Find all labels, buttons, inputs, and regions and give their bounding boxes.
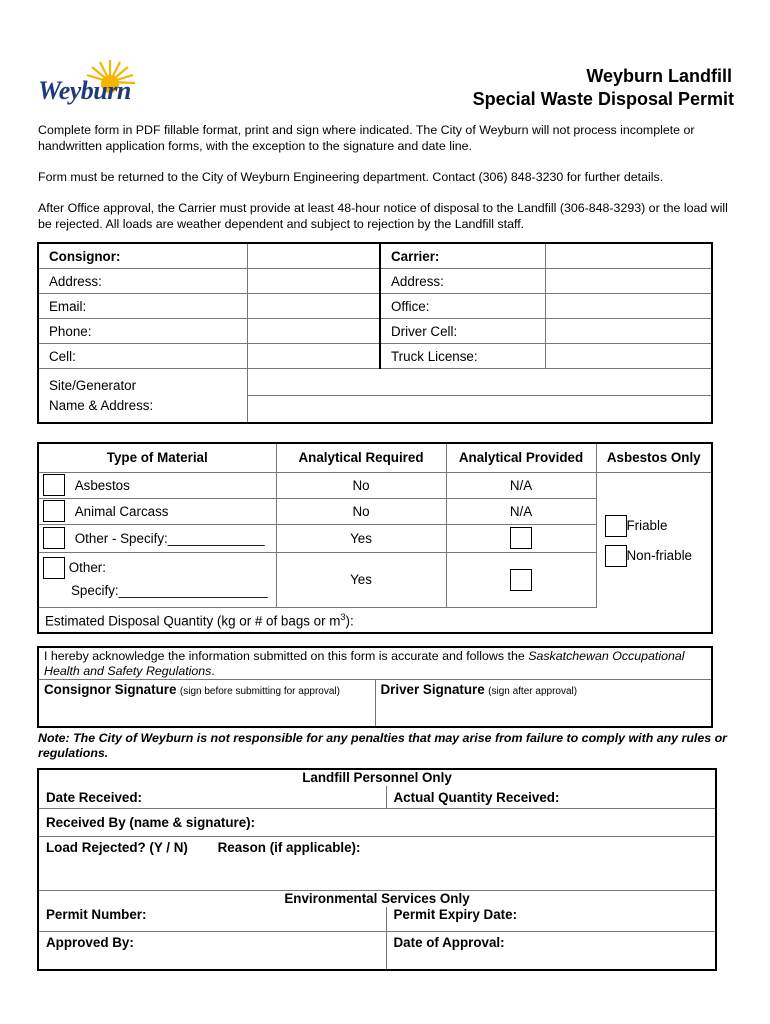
permit-expiry-label: Permit Expiry Date: bbox=[393, 907, 518, 922]
acknowledgement-table bbox=[37, 646, 713, 728]
materials-table bbox=[37, 442, 713, 634]
driver-signature-note: (sign after approval) bbox=[488, 686, 578, 697]
intro-paragraph-3: After Office approval, the Carrier must provide at least 48-hour notice of disposal to the Landfill (306-848-3293) or the load will be rejected. All loads are weather dependent and subject to rejection by the Landfill staff. bbox=[38, 201, 728, 231]
non-friable-label: Non-friable bbox=[626, 548, 692, 563]
consignor-address-field[interactable] bbox=[247, 269, 380, 294]
material-other bbox=[38, 552, 276, 607]
site-row bbox=[38, 369, 712, 396]
consignor-name-field[interactable] bbox=[247, 243, 380, 269]
carrier-address-field[interactable] bbox=[545, 269, 712, 294]
page-title-line1: Weyburn Landfill bbox=[586, 66, 732, 86]
other-specify-checkbox[interactable] bbox=[43, 527, 65, 549]
received-by-label: Received By (name & signature): bbox=[46, 815, 256, 830]
asbestos-only-header: Asbestos Only bbox=[596, 443, 712, 472]
load-rejected-label: Load Rejected? (Y / N) bbox=[46, 840, 188, 855]
material-asbestos bbox=[38, 472, 276, 498]
other-specify-line: Specify:____________________ bbox=[71, 582, 268, 598]
environmental-title-row bbox=[38, 891, 716, 908]
carrier-truck-license-field[interactable] bbox=[545, 344, 712, 369]
non-friable-option bbox=[605, 545, 712, 567]
landfill-title-row bbox=[38, 769, 716, 786]
material-other-specify bbox=[38, 524, 276, 552]
reason-label: Reason (if applicable): bbox=[217, 840, 361, 855]
contact-row bbox=[38, 294, 712, 319]
carrier-driver-cell-field[interactable] bbox=[545, 319, 712, 344]
consignor-address-label: Address: bbox=[38, 269, 247, 294]
contact-row bbox=[38, 269, 712, 294]
site-label-line1: Site/Generator bbox=[49, 377, 137, 393]
approved-by-label: Approved By: bbox=[46, 935, 134, 950]
environmental-row-1 bbox=[38, 907, 716, 932]
other-required: Yes bbox=[276, 552, 446, 607]
carrier-office-label: Office: bbox=[380, 294, 545, 319]
approved-by-field[interactable] bbox=[38, 932, 386, 971]
other-specify-provided bbox=[446, 524, 596, 552]
non-friable-checkbox[interactable] bbox=[605, 545, 627, 567]
consignor-phone-field[interactable] bbox=[247, 319, 380, 344]
received-by-field[interactable] bbox=[38, 809, 716, 837]
environmental-row-2 bbox=[38, 932, 716, 971]
landfill-row-2 bbox=[38, 809, 716, 837]
other-provided bbox=[446, 552, 596, 607]
material-animal-carcass bbox=[38, 498, 276, 524]
consignor-email-label: Email: bbox=[38, 294, 247, 319]
carrier-truck-license-label: Truck License: bbox=[380, 344, 545, 369]
asbestos-type-cell bbox=[596, 472, 712, 607]
weyburn-logo bbox=[36, 56, 146, 108]
carcass-provided: N/A bbox=[446, 498, 596, 524]
intro-paragraph-1: Complete form in PDF fillable format, print and sign where indicated. The City of Weyburn will not process incomplete or handwritten application forms, with the exception to the signature and date line. bbox=[38, 123, 695, 153]
quantity-row bbox=[38, 607, 712, 633]
date-of-approval-label: Date of Approval: bbox=[393, 935, 505, 950]
contact-row bbox=[38, 344, 712, 369]
other-checkbox[interactable] bbox=[43, 557, 65, 579]
environmental-section-title: Environmental Services Only bbox=[38, 891, 716, 908]
acknowledge-text bbox=[38, 647, 712, 680]
driver-signature-label: Driver Signature bbox=[380, 682, 485, 697]
permit-expiry-field[interactable] bbox=[386, 907, 716, 932]
date-received-label: Date Received: bbox=[46, 789, 143, 805]
animal-carcass-label: Animal Carcass bbox=[74, 503, 169, 519]
page-title-line2: Special Waste Disposal Permit bbox=[472, 89, 734, 109]
asbestos-checkbox[interactable] bbox=[43, 474, 65, 496]
acknowledge-text-end: . bbox=[211, 664, 215, 678]
permit-number-label: Permit Number: bbox=[46, 907, 147, 922]
contact-row bbox=[38, 319, 712, 344]
actual-quantity-field[interactable] bbox=[386, 786, 716, 809]
intro-paragraph-2: Form must be returned to the City of Weyburn Engineering department. Contact (306) 848-3230 for further details. bbox=[38, 170, 664, 184]
contact-header-row bbox=[38, 243, 712, 269]
carrier-address-label: Address: bbox=[380, 269, 545, 294]
friable-option bbox=[605, 515, 712, 537]
other-label: Other: bbox=[68, 560, 106, 575]
driver-signature-field[interactable] bbox=[375, 680, 712, 728]
site-label-line2: Name & Address: bbox=[49, 397, 154, 413]
acknowledge-text-italic: Saskatchewan Occupational Health and Safety Regulations bbox=[44, 649, 685, 678]
load-rejected-field[interactable] bbox=[38, 837, 716, 891]
site-generator-label bbox=[38, 369, 247, 424]
site-generator-field-1[interactable] bbox=[247, 369, 712, 396]
asbestos-required: No bbox=[276, 472, 446, 498]
consignor-signature-note: (sign before submitting for approval) bbox=[179, 686, 340, 697]
asbestos-provided: N/A bbox=[446, 472, 596, 498]
contact-table bbox=[37, 242, 713, 424]
landfill-row-1 bbox=[38, 786, 716, 809]
signature-row bbox=[38, 680, 712, 728]
date-of-approval-field[interactable] bbox=[386, 932, 716, 971]
office-use-table bbox=[37, 768, 717, 971]
carrier-office-field[interactable] bbox=[545, 294, 712, 319]
consignor-signature-field[interactable] bbox=[38, 680, 375, 728]
consignor-cell-label: Cell: bbox=[38, 344, 247, 369]
analytical-provided-header: Analytical Provided bbox=[446, 443, 596, 472]
permit-number-field[interactable] bbox=[38, 907, 386, 932]
type-of-material-header: Type of Material bbox=[38, 443, 276, 472]
other-provided-checkbox[interactable] bbox=[510, 569, 532, 591]
carrier-driver-cell-label: Driver Cell: bbox=[380, 319, 545, 344]
other-specify-required: Yes bbox=[276, 524, 446, 552]
other-specify-provided-checkbox[interactable] bbox=[510, 527, 532, 549]
consignor-signature-label: Consignor Signature bbox=[44, 682, 177, 697]
carrier-name-field[interactable] bbox=[545, 243, 712, 269]
carcass-required: No bbox=[276, 498, 446, 524]
acknowledge-text-row bbox=[38, 647, 712, 680]
consignor-phone-label: Phone: bbox=[38, 319, 247, 344]
actual-quantity-label: Actual Quantity Received: bbox=[393, 789, 560, 805]
consignor-cell-field[interactable] bbox=[247, 344, 380, 369]
asbestos-label: Asbestos bbox=[74, 477, 130, 493]
quantity-label: Estimated Disposal Quantity (kg or # of bags or m bbox=[45, 612, 341, 628]
friable-label: Friable bbox=[626, 518, 668, 533]
animal-carcass-checkbox[interactable] bbox=[43, 500, 65, 522]
carrier-label: Carrier: bbox=[380, 243, 545, 269]
liability-note: Note: The City of Weyburn is not responsible for any penalties that may arise from failure to comply with any rules or regulations. bbox=[38, 731, 727, 760]
logo-wordmark: Weyburn bbox=[38, 76, 131, 105]
acknowledge-text-main: I hereby acknowledge the information submitted on this form is accurate and follows the bbox=[44, 649, 529, 663]
quantity-superscript: 3 bbox=[340, 611, 346, 622]
consignor-email-field[interactable] bbox=[247, 294, 380, 319]
analytical-required-header: Analytical Required bbox=[276, 443, 446, 472]
materials-header-row bbox=[38, 443, 712, 472]
site-generator-field-2[interactable] bbox=[247, 396, 712, 424]
consignor-label: Consignor: bbox=[38, 243, 247, 269]
landfill-section-title: Landfill Personnel Only bbox=[38, 769, 716, 786]
quantity-label-end: ): bbox=[345, 612, 354, 628]
date-received-field[interactable] bbox=[38, 786, 386, 809]
landfill-row-3 bbox=[38, 837, 716, 891]
material-row-asbestos bbox=[38, 472, 712, 498]
friable-checkbox[interactable] bbox=[605, 515, 627, 537]
quantity-field[interactable] bbox=[38, 607, 712, 633]
other-specify-label: Other - Specify:_____________ bbox=[74, 530, 265, 546]
